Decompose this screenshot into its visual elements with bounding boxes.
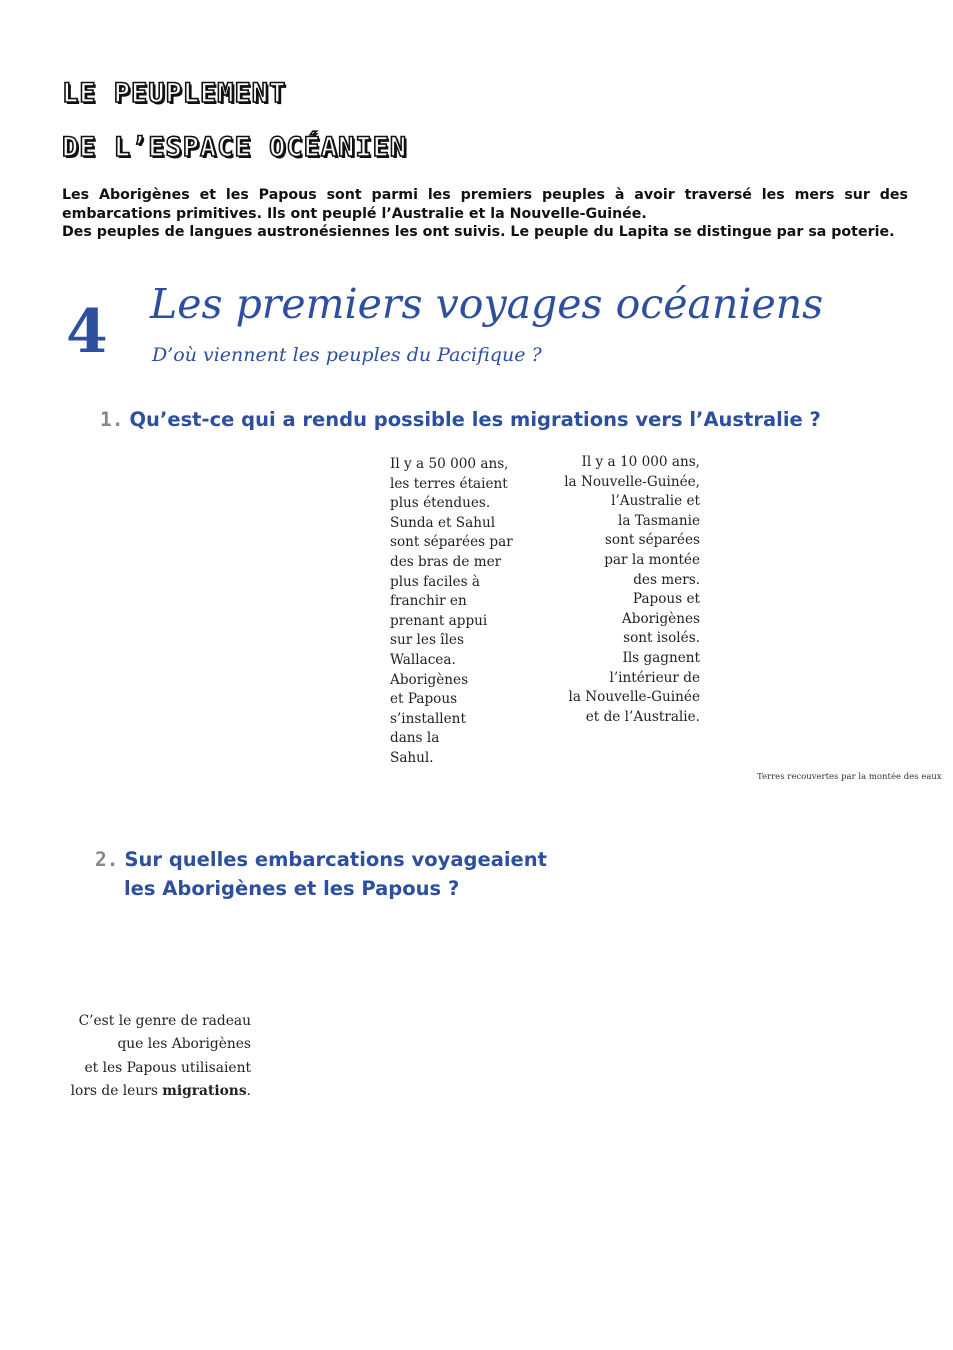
question-2-line-2: les Aborigènes et les Papous ? — [124, 877, 460, 900]
raft-caption-line-2: que les Aborigènes — [117, 1036, 251, 1053]
map-text-line: et de l’Australie. — [585, 708, 700, 725]
map-text-line: Ils gagnent — [622, 649, 700, 666]
map-text-line: et Papous — [390, 691, 458, 708]
map-text-line: sur les îles — [390, 632, 464, 649]
map-text-line: la Nouvelle-Guinée, — [564, 473, 700, 490]
map-text-line: par la montée — [604, 551, 700, 568]
raft-caption-line-1: C’est le genre de radeau — [78, 1013, 251, 1029]
intro-text-1: Les Aborigènes et les Papous sont parmi les premiers peuples à avoir traversé les mers sur des embarcations primitives. Ils ont peuplé l’Australie et la Nouvelle-Guinée. — [62, 187, 908, 222]
map-text-line: franchir en — [390, 593, 467, 610]
chapter-number: 4 — [66, 297, 108, 367]
raft-caption-line-4 — [60, 1080, 251, 1103]
map-text-line: sont séparées par — [390, 534, 513, 551]
question-1-number: 1. — [100, 408, 124, 431]
map-text-line: la Tasmanie — [617, 512, 700, 529]
map-text-line: sont séparées — [604, 532, 700, 549]
map-text-line: dans la — [390, 730, 440, 747]
map-text-line: Il y a 50 000 ans, — [390, 456, 509, 472]
map-text-right — [540, 453, 700, 727]
map-text-line: les terres étaient — [390, 475, 508, 492]
intro-paragraph — [62, 186, 908, 242]
map-text-line: Sahul. — [390, 749, 434, 766]
chapter-subtitle: D’où viennent les peuples du Pacifique ? — [152, 344, 542, 366]
map-legend-caption: Terres recouvertes par la montée des eaux — [757, 772, 942, 782]
map-text-line: Aborigènes — [390, 671, 469, 688]
map-text-left — [390, 455, 513, 769]
map-text-line: plus faciles à — [390, 573, 480, 590]
map-text-line: prenant appui — [390, 612, 488, 629]
chapter-title: Les premiers voyages océaniens — [150, 280, 824, 328]
raft-caption-suffix: . — [246, 1083, 251, 1100]
map-text-line: Il y a 10 000 ans, — [581, 454, 700, 470]
map-text-line: l’intérieur de — [609, 669, 700, 686]
question-1 — [100, 405, 821, 434]
raft-caption-keyword: migrations — [162, 1083, 247, 1100]
map-text-line: la Nouvelle-Guinée — [568, 689, 700, 706]
map-text-line: Papous et — [632, 591, 700, 608]
map-text-line: plus étendues. — [390, 495, 491, 512]
question-2 — [95, 845, 547, 903]
raft-caption-line-3: et les Papous utilisaient — [84, 1059, 251, 1076]
question-2-line-1: Sur quelles embarcations voyageaient — [124, 848, 547, 871]
map-text-line: des mers. — [633, 571, 700, 588]
map-text-line: Sunda et Sahul — [390, 514, 496, 531]
question-2-number: 2. — [95, 848, 119, 871]
raft-caption-prefix: lors de leurs — [70, 1083, 163, 1100]
page-title-line-2: DE L’ESPACE OCÉANIEN — [62, 132, 408, 163]
map-text-line: s’installent — [390, 710, 466, 727]
map-text-line: Aborigènes — [621, 610, 700, 627]
page-title-line-1: LE PEUPLEMENT — [62, 78, 287, 109]
map-text-line: sont isolés. — [623, 630, 700, 647]
raft-caption — [60, 1010, 251, 1104]
map-text-line: l’Australie et — [611, 493, 700, 510]
question-1-text: Qu’est-ce qui a rendu possible les migrations vers l’Australie ? — [129, 408, 821, 431]
map-text-line: des bras de mer — [390, 553, 502, 570]
map-text-line: Wallacea. — [390, 651, 456, 668]
intro-text-2: Des peuples de langues austronésiennes les ont suivis. Le peuple du Lapita se distingue par sa poterie. — [62, 224, 895, 240]
